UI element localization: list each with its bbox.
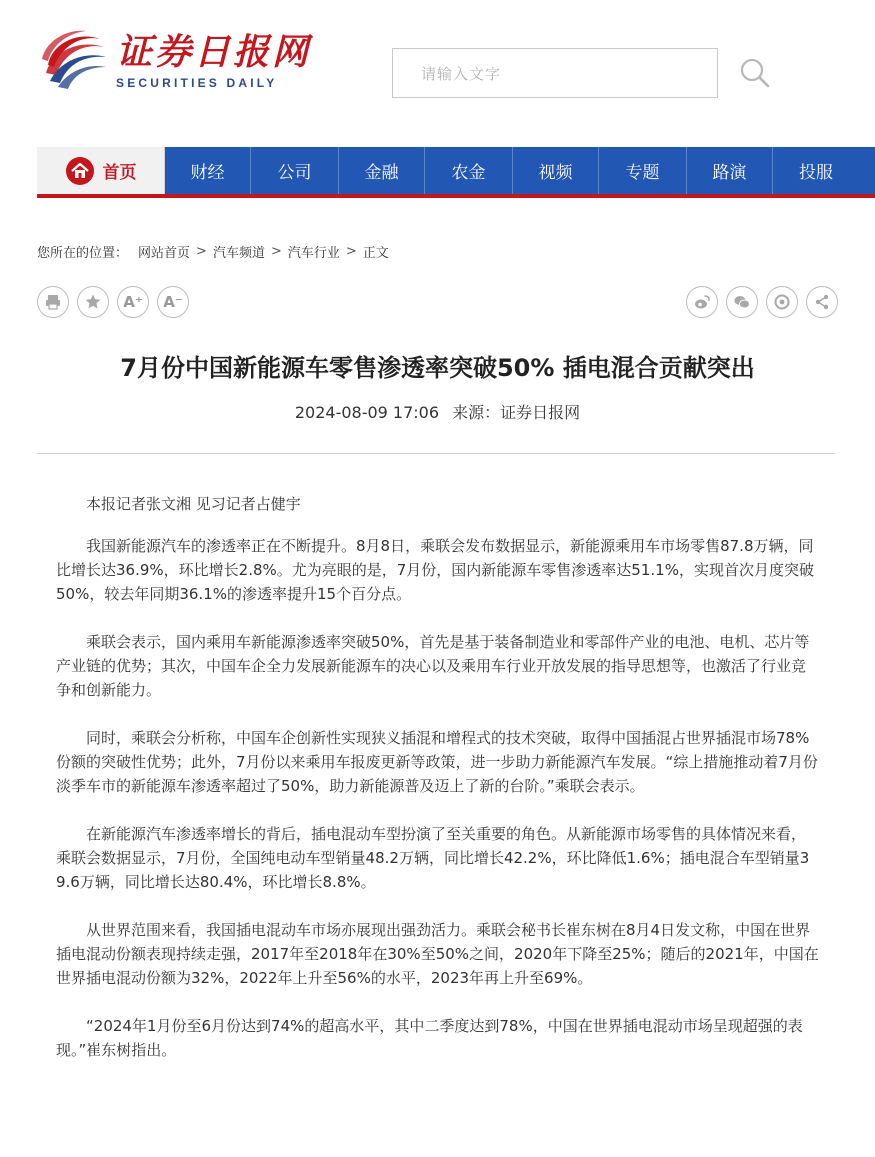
share-qq-space-button[interactable] <box>766 286 798 318</box>
article-paragraph: 从世界范围来看，我国插电混动车市场亦展现出强劲活力。乘联会秘书长崔东树在8月4日发文称，中国在世界插电混动份额表现持续走强，2017年至2018年在30%至50%之间，2020年下降至25%；随后的2021年，中国在世界插电混动份额为32%，2022年上升至56%的水平，2023年再上升至69%。 <box>56 921 819 987</box>
home-icon <box>65 156 95 186</box>
wechat-icon <box>733 293 751 311</box>
qq-space-icon <box>773 293 791 311</box>
article-tools <box>37 286 189 318</box>
article-paragraph: “2024年1月份至6月份达到74%的超高水平，其中二季度达到78%，中国在世界插电混动市场呈现超强的表现。”崔东树指出。 <box>56 1017 803 1059</box>
article-paragraph: 我国新能源汽车的渗透率正在不断提升。8月8日，乘联会发布数据显示，新能源乘用车市场零售87.8万辆，同比增长达36.9%，环比增长2.8%。尤为亮眼的是，7月份，国内新能源车零售渗透率达51.1%，实现首次月度突破50%，较去年同期36.1%的渗透率提升15个百分点。 <box>56 537 814 603</box>
main-nav <box>37 147 875 198</box>
font-increase-button[interactable] <box>117 286 149 318</box>
article-source-label: 来源： <box>452 403 501 422</box>
breadcrumb-item-current: 正文 <box>362 246 389 261</box>
article-byline: 本报记者张文湘 见习记者占健宇 <box>86 495 301 513</box>
share-icon <box>813 293 831 311</box>
title-divider <box>37 453 835 454</box>
nav-item-topics[interactable]: 专题 <box>599 147 687 194</box>
article-source: 证券日报网 <box>500 403 581 422</box>
breadcrumb-separator: > <box>196 244 207 259</box>
logo-chinese-name: 证券日报网 <box>116 31 312 73</box>
article-meta <box>0 400 875 423</box>
nav-item-banking[interactable]: 金融 <box>339 147 425 194</box>
nav-item-video[interactable]: 视频 <box>513 147 599 194</box>
breadcrumb-item-auto-channel[interactable]: 汽车频道 <box>212 246 265 261</box>
search-placeholder: 请输入文字 <box>421 64 502 83</box>
favorite-button[interactable] <box>77 286 109 318</box>
share-tools <box>686 286 838 318</box>
site-logo[interactable] <box>38 20 318 100</box>
share-wechat-button[interactable] <box>726 286 758 318</box>
logo-swirl-icon <box>38 25 110 95</box>
share-more-button[interactable] <box>806 286 838 318</box>
site-header <box>0 0 875 130</box>
font-increase-icon: A⁺ <box>123 293 143 311</box>
nav-item-company[interactable]: 公司 <box>251 147 339 194</box>
article-title: 7月份中国新能源车零售渗透率突破50% 插电混合贡献突出 <box>120 354 755 382</box>
nav-item-home[interactable]: 首页 <box>37 147 165 194</box>
breadcrumb-item-home[interactable]: 网站首页 <box>138 246 191 261</box>
print-icon <box>44 293 62 311</box>
nav-item-finance[interactable]: 财经 <box>165 147 251 194</box>
search-icon[interactable] <box>738 56 772 90</box>
breadcrumb-separator: > <box>345 244 357 259</box>
font-decrease-button[interactable] <box>157 286 189 318</box>
breadcrumb-item-auto-industry[interactable]: 汽车行业 <box>287 246 340 261</box>
nav-item-roadshow[interactable]: 路演 <box>687 147 773 194</box>
article-paragraph: 同时，乘联会分析称，中国车企创新性实现狭义插混和增程式的技术突破，取得中国插混占世界插混市场78%份额的突破性优势；此外，7月份以来乘用车报废更新等政策，进一步助力新能源汽车发展。“综上措施推动着7月份淡季车市的新能源车渗透率超过了50%，助力新能源普及迈上了新的台阶。”乘联会表示。 <box>56 729 818 795</box>
breadcrumb-prefix: 您所在的位置： <box>37 246 129 261</box>
nav-item-investor-service[interactable]: 投服 <box>799 163 833 183</box>
favorite-star-icon <box>84 293 102 311</box>
article-body <box>56 492 820 1086</box>
nav-item-rural-finance[interactable]: 农金 <box>425 147 513 194</box>
share-weibo-button[interactable] <box>686 286 718 318</box>
breadcrumb <box>37 242 389 261</box>
breadcrumb-separator: > <box>270 244 282 259</box>
weibo-icon <box>693 293 711 311</box>
logo-english-name: SECURITIES DAILY <box>116 76 278 90</box>
search-input[interactable] <box>392 48 718 98</box>
article-date: 2024-08-09 17:06 <box>294 403 440 422</box>
print-button[interactable] <box>37 286 69 318</box>
font-decrease-icon: A⁻ <box>163 293 183 311</box>
article-paragraph: 乘联会表示，国内乘用车新能源渗透率突破50%，首先是基于装备制造业和零部件产业的电池、电机、芯片等产业链的优势；其次，中国车企全力发展新能源车的决心以及乘用车行业开放发展的指导思想等，也激活了行业竞争和创新能力。 <box>56 633 810 699</box>
article-paragraph: 在新能源汽车渗透率增长的背后，插电混动车型扮演了至关重要的角色。从新能源市场零售的具体情况来看，乘联会数据显示，7月份，全国纯电动车型销量48.2万辆，同比增长42.2%，环比降低1.6%；插电混合车型销量39.6万辆，同比增长达80.4%，环比增长8.8%。 <box>56 825 810 891</box>
